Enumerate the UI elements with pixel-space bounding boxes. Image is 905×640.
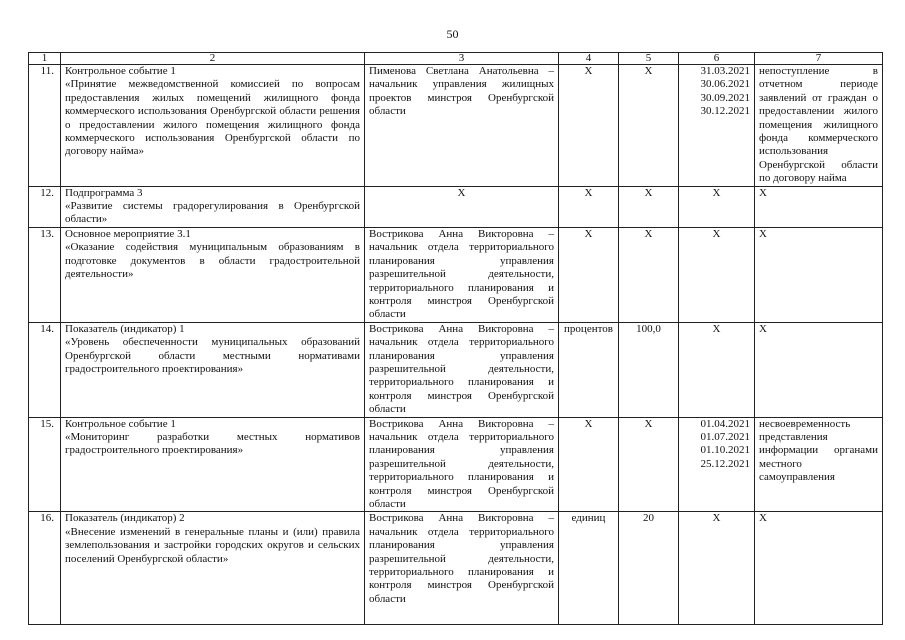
dates-cell xyxy=(679,186,755,227)
col5-cell: X xyxy=(619,227,679,322)
row-description: «Внесение изменений в генеральные планы и (или) правила землепользования и застройки городских округов и сельских поселений Оренбургской области» xyxy=(65,525,360,565)
table-row xyxy=(29,186,883,227)
header-col-5: 5 xyxy=(619,53,679,65)
row-name-cell xyxy=(61,186,365,227)
value-cell: 100,0 xyxy=(619,322,679,417)
row-description: «Уровень обеспеченности муниципальных образований Оренбургской области местными нормативами градостроительного проектирования» xyxy=(65,336,360,375)
row-name-cell xyxy=(61,512,365,625)
col5-cell: X xyxy=(619,65,679,187)
row-number: 16. xyxy=(29,512,61,625)
row-title: Показатель (индикатор) 2 xyxy=(65,512,185,525)
page-number: 50 xyxy=(446,27,459,41)
plan-table xyxy=(28,52,883,625)
header-col-4: 4 xyxy=(559,53,619,65)
row-title: Контрольное событие 1 xyxy=(65,65,176,77)
dates-cell xyxy=(679,227,755,322)
responsible-cell: Вострикова Анна Викторовна – начальник отдела территориального планирования управления разрешительной деятельности, территориального планирования и контроля минстроя Оренбургской области xyxy=(365,227,559,322)
row-description: «Оказание содействия муниципальным образованиям в подготовке документов в области градостроительной деятельности» xyxy=(65,241,360,281)
row-title: Подпрограмма 3 xyxy=(65,186,143,199)
responsible-cell: Вострикова Анна Викторовна – начальник отдела территориального планирования управления разрешительной деятельности, территориального планирования и контроля минстроя Оренбургской области xyxy=(365,417,559,512)
row-description: «Принятие межведомственной комиссией по вопросам предоставления жилых помещений жилищного фонда коммерческого использования Оренбургской области решения о предоставлении жилого помещения жилищного фонда коммерческого использования Оренбургской области по договору найма» xyxy=(65,78,360,158)
table-row xyxy=(29,322,883,417)
row-name-cell xyxy=(61,417,365,512)
col5-cell: X xyxy=(619,417,679,512)
row-title: Показатель (индикатор) 1 xyxy=(65,322,185,335)
date-value: 25.12.2021 xyxy=(700,457,750,470)
row-description: «Мониторинг разработки местных нормативов градостроительного проектирования» xyxy=(65,430,360,457)
col4-cell: X xyxy=(559,417,619,512)
header-col-6: 6 xyxy=(679,53,755,65)
row-title: Контрольное событие 1 xyxy=(65,417,176,430)
unit-cell: единиц xyxy=(559,512,619,625)
row-name-cell xyxy=(61,227,365,322)
header-col-3: 3 xyxy=(365,53,559,65)
header-col-2: 2 xyxy=(61,53,365,65)
responsible-cell: Вострикова Анна Викторовна – начальник отдела территориального планирования управления разрешительной деятельности, территориального планирования и контроля минстроя Оренбургской области xyxy=(365,322,559,417)
row-description: «Развитие системы градорегулирования в Оренбургской области» xyxy=(65,200,360,226)
table-row xyxy=(29,417,883,512)
note-cell: X xyxy=(755,227,883,322)
date-value: X xyxy=(712,512,721,525)
col4-cell: X xyxy=(559,186,619,227)
unit-cell: процентов xyxy=(559,322,619,417)
header-col-7: 7 xyxy=(755,53,883,65)
note-cell: X xyxy=(755,512,883,625)
dates-cell xyxy=(679,417,755,512)
responsible-cell: Пименова Светлана Анатольевна – начальник управления жилищных проектов минстроя Оренбургской области xyxy=(365,65,559,187)
dates-cell xyxy=(679,65,755,187)
header-row xyxy=(29,53,883,65)
note-cell: X xyxy=(755,186,883,227)
table-row xyxy=(29,512,883,625)
note-cell: непоступление в отчетном периоде заявлений от граждан о предоставлении жилого помещения жилищного фонда коммерческого использования Оренбургской области по договору найма xyxy=(755,65,883,187)
value-cell: 20 xyxy=(619,512,679,625)
col4-cell: X xyxy=(559,227,619,322)
header-col-1: 1 xyxy=(29,53,61,65)
table-row xyxy=(29,227,883,322)
row-number: 12. xyxy=(29,186,61,227)
date-value: 01.07.2021 xyxy=(700,430,750,443)
date-value: X xyxy=(712,186,721,199)
date-value: 01.04.2021 xyxy=(700,417,750,430)
date-value: 31.03.2021 xyxy=(700,65,750,77)
col4-cell: X xyxy=(559,65,619,187)
row-number: 11. xyxy=(29,65,61,187)
responsible-cell: X xyxy=(365,186,559,227)
col5-cell: X xyxy=(619,186,679,227)
date-value: 30.06.2021 xyxy=(700,78,750,91)
row-name-cell xyxy=(61,65,365,187)
row-number: 13. xyxy=(29,227,61,322)
responsible-cell: Вострикова Анна Викторовна – начальник отдела территориального планирования управления разрешительной деятельности, территориального планирования и контроля минстроя Оренбургской области xyxy=(365,512,559,625)
row-number: 14. xyxy=(29,322,61,417)
dates-cell xyxy=(679,322,755,417)
note-cell: несвоевременность представления информации органами местного самоуправления xyxy=(755,417,883,512)
row-number: 15. xyxy=(29,417,61,512)
date-value: 01.10.2021 xyxy=(700,444,750,457)
table-row xyxy=(29,65,883,187)
date-value: X xyxy=(712,227,721,240)
date-value: 30.12.2021 xyxy=(700,105,750,118)
date-value: 30.09.2021 xyxy=(700,91,750,104)
row-title: Основное мероприятие 3.1 xyxy=(65,227,191,240)
note-cell: X xyxy=(755,322,883,417)
dates-cell xyxy=(679,512,755,625)
row-name-cell xyxy=(61,322,365,417)
date-value: X xyxy=(712,322,721,335)
